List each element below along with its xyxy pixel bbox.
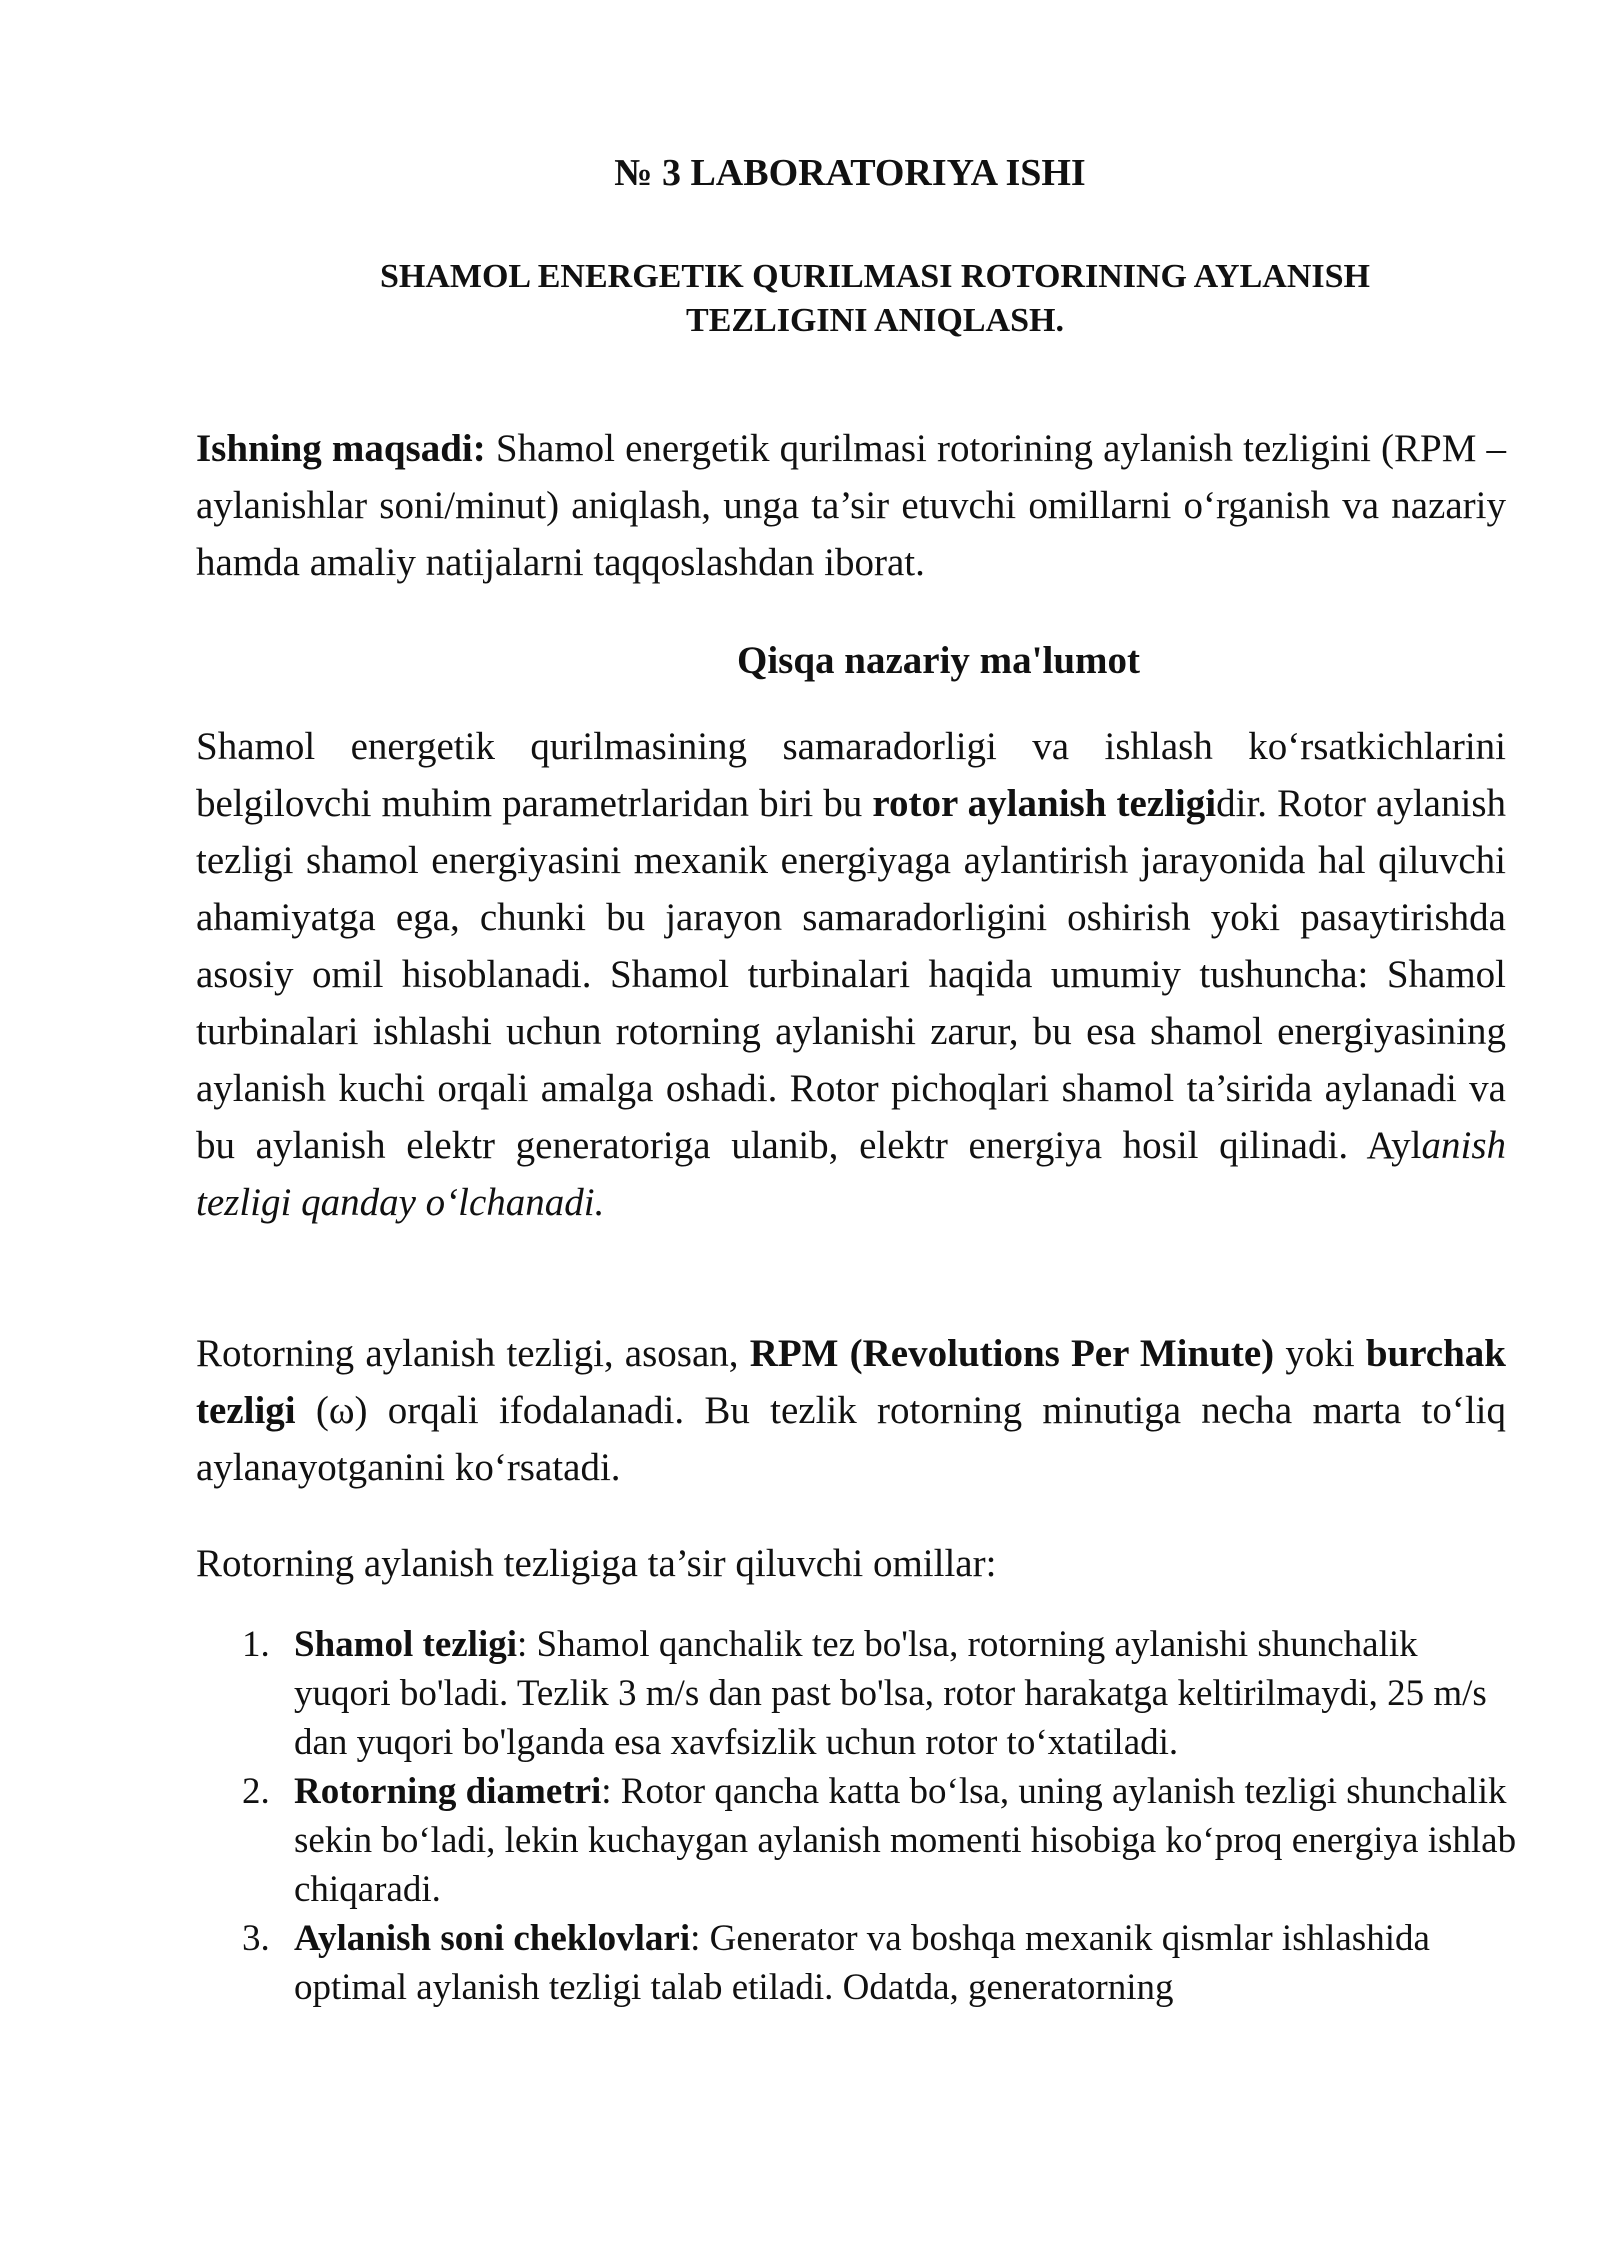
purpose-text: Shamol energetik qurilmasi rotorining aylanish tezligini (RPM – aylanishlar soni/minut) aniqlash, unga ta’sir etuvchi omillarni o‘rganish va nazariy hamda amaliy natijalarni taqqoslashdan iborat.	[196, 427, 1506, 584]
theory-text-a: Shamol energetik qurilmasining samaradorligi va ishlash ko‘rsatkichlarini belgilovchi muhim parametrlaridan biri bu	[196, 725, 1506, 825]
theory-paragraph	[196, 718, 1506, 1231]
theory-text-b: dir. Rotor aylanish tezligi shamol energiyasini mexanik energiyaga aylantirish jarayonida hal qiluvchi ahamiyatga ega, chunki bu jarayon samaradorligini oshirish yoki pasaytirishda asosiy omil hisoblanadi. Shamol turbinalari haqida umumiy tushuncha: Shamol turbinalari ishlashi uchun rotorning aylanishi zarur, bu esa shamol energiyasining aylanish kuchi orqali amalga oshadi. Rotor pichoqlari shamol ta’sirida aylanadi va bu aylanish elektr generatoriga ulanib, elektr energiya hosil qilinadi. Ayl	[196, 782, 1506, 1167]
purpose-paragraph	[196, 420, 1506, 591]
rpm-paragraph	[196, 1325, 1506, 1496]
list-item	[232, 1914, 1522, 2012]
list-item-number: 1.	[242, 1624, 270, 1665]
theory-heading: Qisqa nazariy ma'lumot	[736, 639, 1140, 682]
list-item-text: : Generator va boshqa mexanik qismlar ishlashida optimal aylanish tezligi talab etiladi. Odatda, generatorning	[294, 1918, 1430, 2008]
list-item	[232, 1767, 1522, 1914]
rpm-text-b: yoki	[1274, 1332, 1366, 1375]
rpm-text-c: (ω) orqali ifodalanadi. Bu tezlik rotorning minutiga necha marta to‘liq aylanayotganini ko‘rsatadi.	[196, 1389, 1506, 1489]
list-item-title: Shamol tezligi	[294, 1624, 518, 1665]
list-item-number: 3.	[242, 1918, 270, 1959]
list-item-text: : Rotor qancha katta bo‘lsa, uning aylanish tezligi shunchalik sekin bo‘ladi, lekin kuchaygan aylanish momenti hisobiga ko‘proq energiya ishlab chiqaradi.	[294, 1771, 1517, 1910]
lab-subtitle: SHAMOL ENERGETIK QURILMASI ROTORINING AYLANISH TEZLIGINI ANIQLASH.	[379, 258, 1370, 339]
factors-intro: Rotorning aylanish tezligiga ta’sir qiluvchi omillar:	[196, 1542, 997, 1585]
purpose-label: Ishning maqsadi:	[196, 427, 486, 470]
list-item-text: : Shamol qanchalik tez bo'lsa, rotorning aylanishi shunchalik yuqori bo'ladi. Tezlik 3 m/s dan past bo'lsa, rotor harakatga keltirilmaydi, 25 m/s dan yuqori bo'lganda esa xavfsizlik uchun rotor to‘xtatiladi.	[294, 1624, 1487, 1763]
rpm-bold-term: RPM (Revolutions Per Minute)	[749, 1332, 1275, 1375]
list-item	[232, 1620, 1522, 1767]
theory-bold-term: rotor aylanish tezligi	[872, 782, 1217, 825]
list-item-title: Aylanish soni cheklovlari	[294, 1918, 691, 1959]
lab-title: № 3 LABORATORIYA ISHI	[614, 152, 1086, 194]
theory-italic-text: anish tezligi qanday o‘lchanadi.	[196, 1124, 1506, 1224]
list-item-title: Rotorning diametri	[294, 1771, 602, 1812]
list-item-number: 2.	[242, 1771, 270, 1812]
angular-speed-term: burchak tezligi	[196, 1332, 1506, 1432]
factors-list	[232, 1620, 1522, 2012]
rpm-text-a: Rotorning aylanish tezligi, asosan,	[196, 1332, 750, 1375]
